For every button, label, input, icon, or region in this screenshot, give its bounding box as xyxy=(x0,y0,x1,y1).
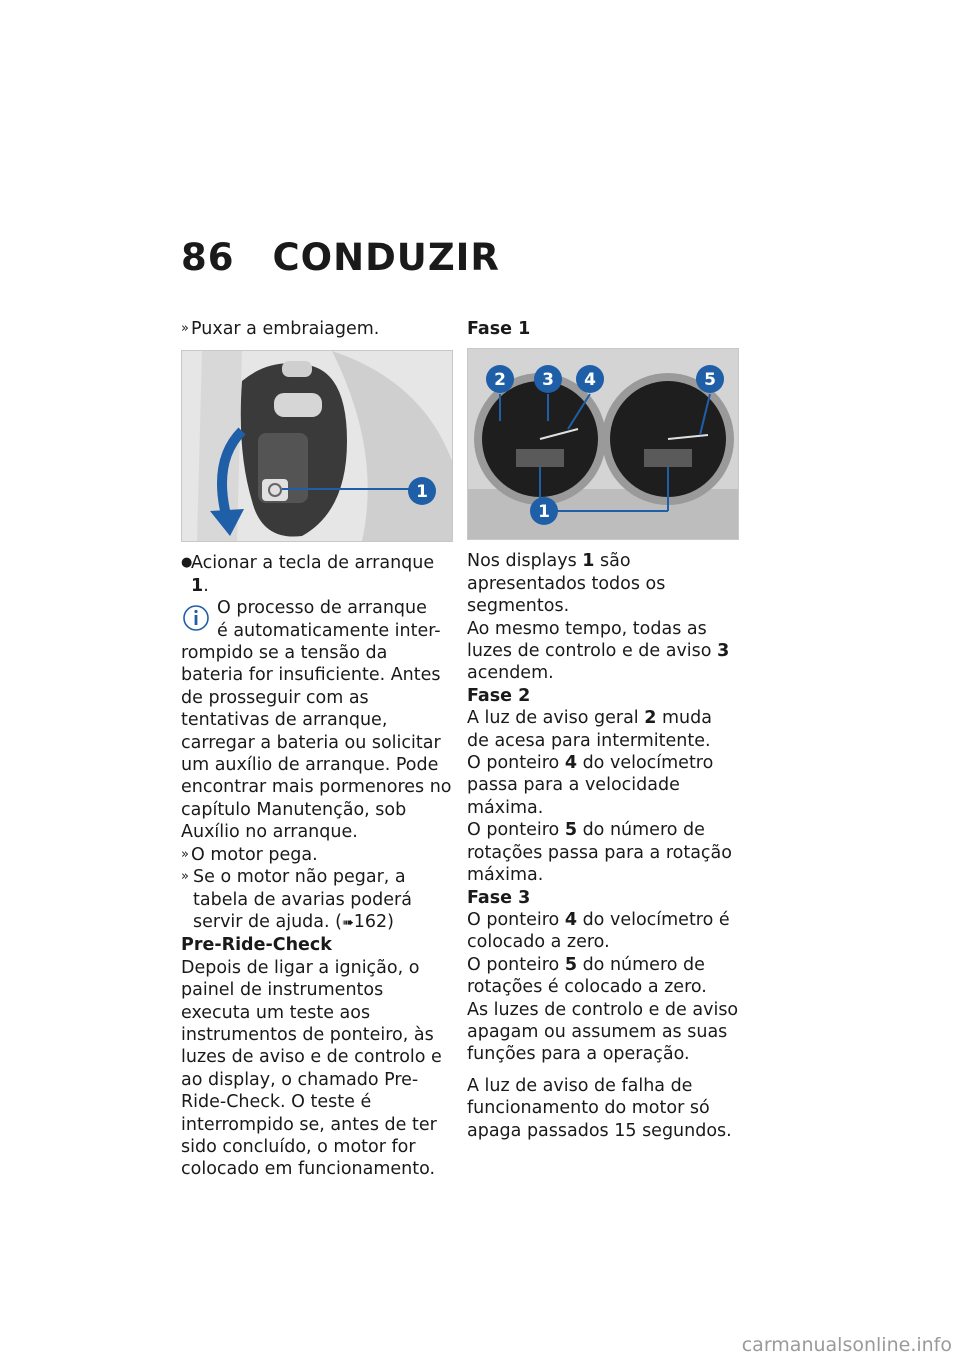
phase3-text-c: As luzes de controlo e de aviso apagam ou assumem as suas funções para a operação. xyxy=(467,999,739,1065)
step-arrow-icon: » xyxy=(181,846,189,862)
fig1-callout-1: 1 xyxy=(416,482,428,503)
fig2-callout-3: 3 xyxy=(542,370,554,391)
phase3-heading: Fase 3 xyxy=(467,887,531,908)
info-note xyxy=(181,597,453,843)
right-column xyxy=(467,318,739,1142)
step-arrow-icon: » xyxy=(181,321,189,336)
step-arrow-icon: » xyxy=(181,869,189,885)
phase2-text-a: A luz de aviso geral 2 muda de acesa para intermitente. xyxy=(467,708,712,751)
fig2-callout-5: 5 xyxy=(704,370,716,391)
info-icon xyxy=(181,599,217,642)
section-title: CONDUZIR xyxy=(272,236,500,279)
fig2-callout-4: 4 xyxy=(584,370,596,391)
bullet-press-start: ● Acionar a tecla de arranque 1. xyxy=(181,553,435,596)
info-line-1: O processo de arranque xyxy=(217,598,427,619)
fig2-callout-2: 2 xyxy=(494,370,506,391)
page-ref-arrow-icon: ➠ xyxy=(341,914,354,931)
phase2-text-b: O ponteiro 4 do velocímetro passa para a velocidade máxima. xyxy=(467,753,714,818)
phase1-text-a: Nos displays 1 são apresentados todos os segmentos. xyxy=(467,551,666,617)
prc-heading: Pre-Ride-Check xyxy=(181,935,332,956)
fig2-callout-1: 1 xyxy=(538,502,550,523)
start-button-figure xyxy=(181,350,453,542)
instrument-cluster-figure xyxy=(467,348,739,540)
phase3-text-a: O ponteiro 4 do velocímetro é colocado a zero. xyxy=(467,909,730,953)
left-column xyxy=(181,318,453,1181)
info-text: rompido se a tensão da bateria for insuficiente. Antes de prosseguir com as tentativas de arranque, carregar a bateria ou solicitar um auxílio de arranque. Pode encontrar mais pormenores no capítulo Manutenção, sob Auxílio no arranque. xyxy=(181,643,452,843)
phase2-text-c: O ponteiro 5 do número de rotações passa para a rotação máxima. xyxy=(467,820,732,886)
watermark: carmanualsonline.info xyxy=(741,1334,952,1356)
page-header xyxy=(181,236,500,279)
result-engine: » O motor pega. xyxy=(181,844,318,865)
info-line-2: é automaticamente inter- xyxy=(217,620,441,641)
phase3-text-d: A luz de aviso de falha de funcionamento do motor só apaga passados 15 segundos. xyxy=(467,1075,732,1141)
prc-text: Depois de ligar a ignição, o painel de instrumentos executa um teste aos instrumentos de ponteiro, às luzes de aviso e de controlo e ao display, o chamado Pre-Ride-Check. O teste é interrompido se, antes de ter sido concluído, o motor for colocado em funcionamento. xyxy=(181,957,442,1180)
result-fail: » Se o motor não pegar, a tabela de avarias poderá servir de ajuda. (➠162) xyxy=(181,867,412,932)
phase3-text-b: O ponteiro 5 do número de rotações é colocado a zero. xyxy=(467,954,707,998)
phase2-heading: Fase 2 xyxy=(467,685,531,706)
page-ref[interactable]: 162 xyxy=(353,911,388,932)
phase1-text-b: Ao mesmo tempo, todas as luzes de controlo e de aviso 3 acendem. xyxy=(467,618,730,684)
page-number: 86 xyxy=(181,236,235,279)
phase1-heading: Fase 1 xyxy=(467,319,531,339)
bullet-dot-icon: ● xyxy=(181,555,193,571)
step-pull-clutch: » Puxar a embraiagem. xyxy=(181,319,380,339)
